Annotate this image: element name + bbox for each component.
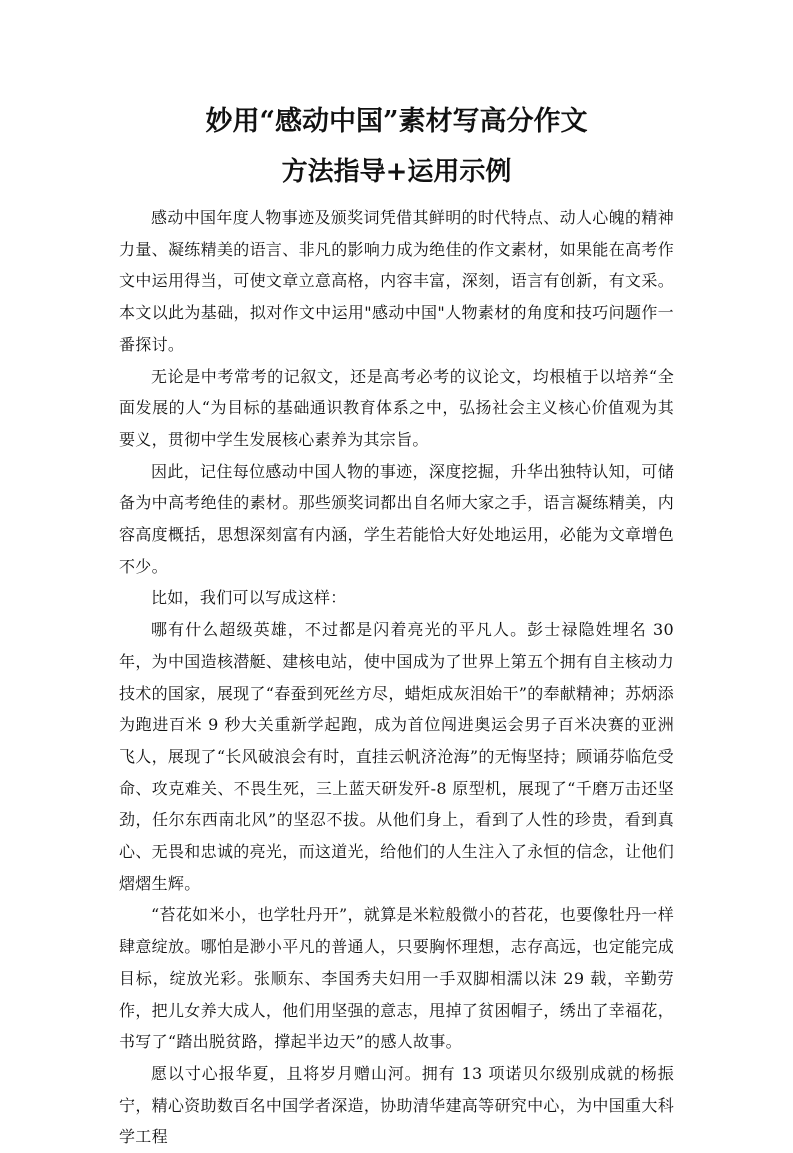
article-body <box>119 202 674 1153</box>
document-title: 妙用“感动中国”素材写高分作文 <box>205 106 588 137</box>
paragraph-example-moss-flower: “苔花如米小，也学牡丹开”，就算是米粒般微小的苔花，也要像牡丹一样肆意绽放。哪怕是渺小平凡的普通人，只要胸怀理想，志存高远，也定能完成目标，绽放光彩。张顺东、李国秀夫妇用一手双脚相濡以沫 29 载，辛勤劳作，把儿女养大成人，他们用坚强的意志，甩掉了贫困帽子，绣出了幸福花，书写了“踏出脱贫路，撑起半边天”的感人故事。 <box>119 905 674 1052</box>
document-subtitle: 方法指导+运用示例 <box>281 157 512 187</box>
paragraph-essay-types: 无论是中考常考的记叙文，还是高考必考的议论文，均根植于以培养“全面发展的人“为目标的基础通识教育体系之中，弘扬社会主义核心价值观为其要义，贯彻中学生发展核心素养为其宗旨。 <box>119 366 674 449</box>
paragraph-example-heroes: 哪有什么超级英雄，不过都是闪着亮光的平凡人。彭士禄隐姓埋名 30 年，为中国造核潜艇、建核电站，使中国成为了世界上第五个拥有自主核动力技术的国家，展现了“春蚕到死丝方尽，蜡炬成灰泪始干”的奉献精神；苏炳添为跑进百米 9 秒大关重新学起跑，成为首位闯进奥运会男子百米决赛的亚洲飞人，展现了“长风破浪会有时，直挂云帆济沧海”的无悔坚持；顾诵芬临危受命、攻克难关、不畏生死，三上蓝天研发歼-8 原型机，展现了“千磨万击还坚劲，任尔东西南北风”的坚忍不拔。从他们身上，看到了人性的珍贵，看到真心、无畏和忠诚的亮光，而这道光，给他们的人生注入了永恒的信念，让他们熠熠生辉。 <box>119 620 674 893</box>
paragraph-example-lead: 比如，我们可以写成这样： <box>151 588 347 608</box>
paragraph-example-yang-zhenning: 愿以寸心报华夏，且将岁月赠山河。拥有 13 项诺贝尔级别成就的杨振宁，精心资助数百名中国学者深造，协助清华建高等研究中心，为中国重大科学工程 <box>119 1063 674 1147</box>
paragraph-intro: 感动中国年度人物事迹及颁奖词凭借其鲜明的时代特点、动人心魄的精神力量、凝练精美的语言、非凡的影响力成为绝佳的作文素材，如果能在高考作文中运用得当，可使文章立意高格，内容丰富，深刻，语言有创新，有文采。本文以此为基础，拟对作文中运用"感动中国"人物素材的角度和技巧问题作一番探讨。 <box>119 208 674 354</box>
paragraph-material-value: 因此，记住每位感动中国人物的事迹，深度挖掘，升华出独特认知，可储备为中高考绝佳的素材。那些颁奖词都出自名师大家之手，语言凝练精美，内容高度概括，思想深刻富有内涵，学生若能恰大好处地运用，必能为文章增色不少。 <box>119 461 674 576</box>
